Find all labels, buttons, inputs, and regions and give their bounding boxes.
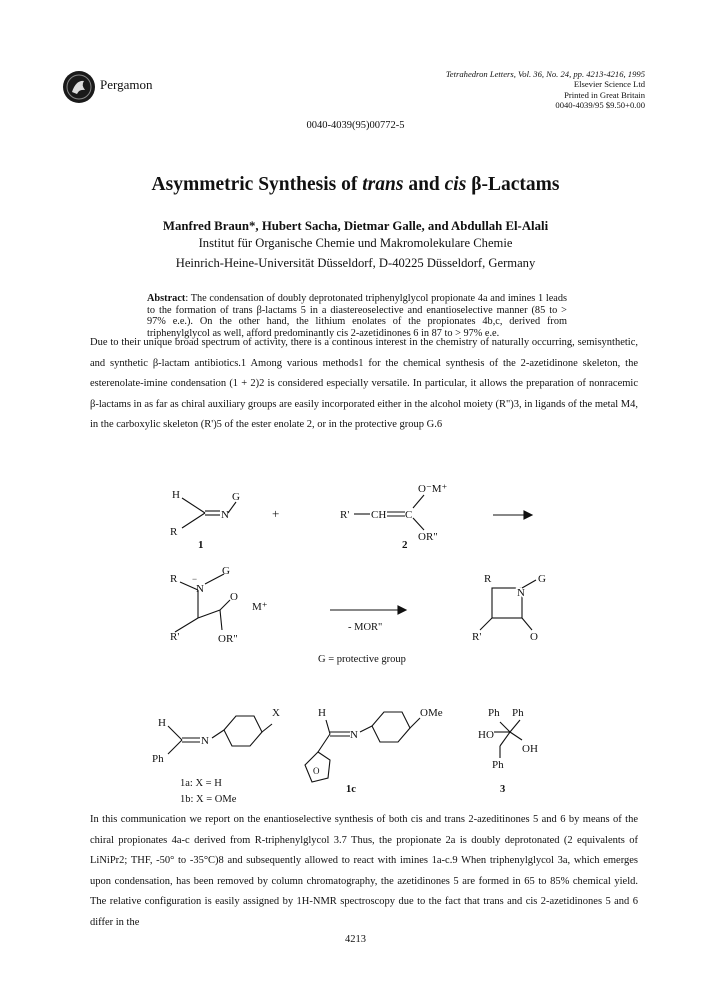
intermediate-structure	[170, 565, 268, 645]
svg-text:M⁺: M⁺	[252, 601, 268, 613]
journal-citation: Tetrahedron Letters, Vol. 36, No. 24, pp. 4213-4216, 1995	[445, 69, 645, 79]
journal-issn: 0040-4039/95 $9.50+0.00	[555, 99, 645, 110]
svg-text:OH: OH	[522, 743, 538, 755]
svg-text:OMe: OMe	[420, 707, 443, 719]
svg-text:Ph: Ph	[488, 707, 500, 719]
svg-text:N: N	[201, 735, 209, 747]
body-paragraph-2: In this communication we report on the enantioselective synthesis of both cis and trans 2-azeditinones 5 and 6 by means of the chiral propionates 4a-c derived from R-triphenylglycol 3.7 Thus, the propionate 2a is doubly deprotonated (2 equivalents of LiNiPr2; THF, -50° to -35°C)8 and subsequently allowed to react with imines 1a-c.9 When triphenylglycol 3a, which emerges upon condensation, has been removed by column chromatography, the azetidinones 5 are formed in 65 to 85% chemical yield. The relative configuration is easily assigned by 1H-NMR spectroscopy due to the fact that trans and cis 2-azetidinones 5 and 6 differ in the	[90, 814, 638, 928]
label-1a: 1a: X = H	[180, 778, 222, 789]
imine-1-structure	[170, 489, 240, 538]
svg-text:H: H	[158, 717, 166, 729]
pergamon-logo-icon	[62, 70, 96, 104]
label-compound-1: 1	[198, 539, 204, 551]
svg-text:H: H	[172, 489, 180, 501]
svg-text:X: X	[272, 707, 280, 719]
abstract-label: Abstract	[147, 293, 186, 304]
label-compound-2: 2	[402, 539, 408, 551]
abstract-text: : The condensation of doubly deprotonated triphenylglycol propionate 4a and imines 1 leads to the formation of trans β-lactams 5 in a diastereoselective and enantioselective manner (85 to > 97% e.e.). On the other hand, the lithium enolates of the propionates 4b,c, derived from triphenylglycol as well, afford predominantly cis 2-azetidinones 6 in 87 to > 97% e.e.	[147, 293, 567, 339]
affiliation-university: Heinrich-Heine-Universität Düsseldorf, D-40225 Düsseldorf, Germany	[175, 256, 536, 270]
svg-text:N: N	[221, 509, 229, 521]
svg-text:G: G	[538, 573, 546, 585]
svg-text:R: R	[170, 573, 178, 585]
reaction-scheme	[0, 470, 711, 810]
protective-group-note: G = protective group	[318, 654, 406, 665]
svg-text:N: N	[350, 729, 358, 741]
article-title: Asymmetric Synthesis of trans and cis β-Lactams	[151, 174, 560, 195]
label-1c: 1c	[346, 784, 356, 795]
svg-text:G: G	[222, 565, 230, 577]
label-compound-3: 3	[500, 784, 506, 795]
svg-text:O⁻M⁺: O⁻M⁺	[418, 483, 448, 495]
svg-text:R': R'	[170, 631, 180, 643]
svg-text:+: +	[272, 506, 280, 521]
svg-text:R': R'	[340, 509, 350, 521]
svg-text:N: N	[196, 583, 204, 595]
svg-text:R': R'	[472, 631, 482, 643]
svg-text:G: G	[232, 491, 240, 503]
reagent-label: - MOR"	[348, 622, 383, 633]
svg-text:R: R	[170, 526, 178, 538]
publisher-name: Pergamon	[100, 77, 153, 92]
svg-text:C: C	[405, 509, 413, 521]
enolate-2-structure	[340, 483, 448, 543]
imine-1ab-structure	[152, 707, 280, 765]
journal-publisher: Elsevier Science Ltd	[573, 79, 645, 90]
article-doi: 0040-4039(95)00772-5	[306, 120, 405, 131]
intro-paragraph: Due to their unique broad spectrum of activity, there is a continous interest in the chemistry of naturally occurring, semisynthetic, and synthetic β-lactam antibiotics.1 Among various methods1 for the chemical synthesis of the 2-azetidinone skeleton, the esterenolate-imine condensation (1 + 2)2 is considered especially versatile. In particular, it allows the preparation of nonracemic β-lactams in as far as chiral auxiliary groups are easily incorporated either in the alcohol moiety (R")3, in ligands of the metal M4, in the carboxylic skeleton (R')5 of the ester enolate 2, or in the protective group G.6	[90, 337, 638, 431]
svg-text:Ph: Ph	[512, 707, 524, 719]
svg-text:Ph: Ph	[152, 753, 164, 765]
svg-text:−: −	[192, 574, 198, 584]
affiliation-institute: Institut für Organische Chemie und Makromolekulare Chemie	[198, 236, 513, 250]
svg-text:O: O	[230, 591, 238, 603]
svg-text:HO: HO	[478, 729, 494, 741]
imine-1c-structure	[305, 707, 443, 782]
svg-text:Ph: Ph	[492, 759, 504, 771]
page-number: 4213	[345, 934, 366, 945]
svg-text:R: R	[484, 573, 492, 585]
beta-lactam-structure	[472, 573, 546, 643]
journal-print: Printed in Great Britain	[564, 89, 645, 100]
svg-text:OR": OR"	[418, 531, 438, 543]
svg-text:OR": OR"	[218, 633, 238, 645]
svg-text:N: N	[517, 587, 525, 599]
author-list: Manfred Braun*, Hubert Sacha, Dietmar Galle, and Abdullah El-Alali	[162, 219, 549, 233]
svg-text:O: O	[313, 766, 320, 776]
triphenylglycol-3-structure	[478, 707, 538, 771]
label-1b: 1b: X = OMe	[180, 794, 237, 805]
svg-text:O: O	[530, 631, 538, 643]
journal-reference	[446, 69, 645, 110]
svg-text:H: H	[318, 707, 326, 719]
svg-text:CH: CH	[371, 509, 387, 521]
